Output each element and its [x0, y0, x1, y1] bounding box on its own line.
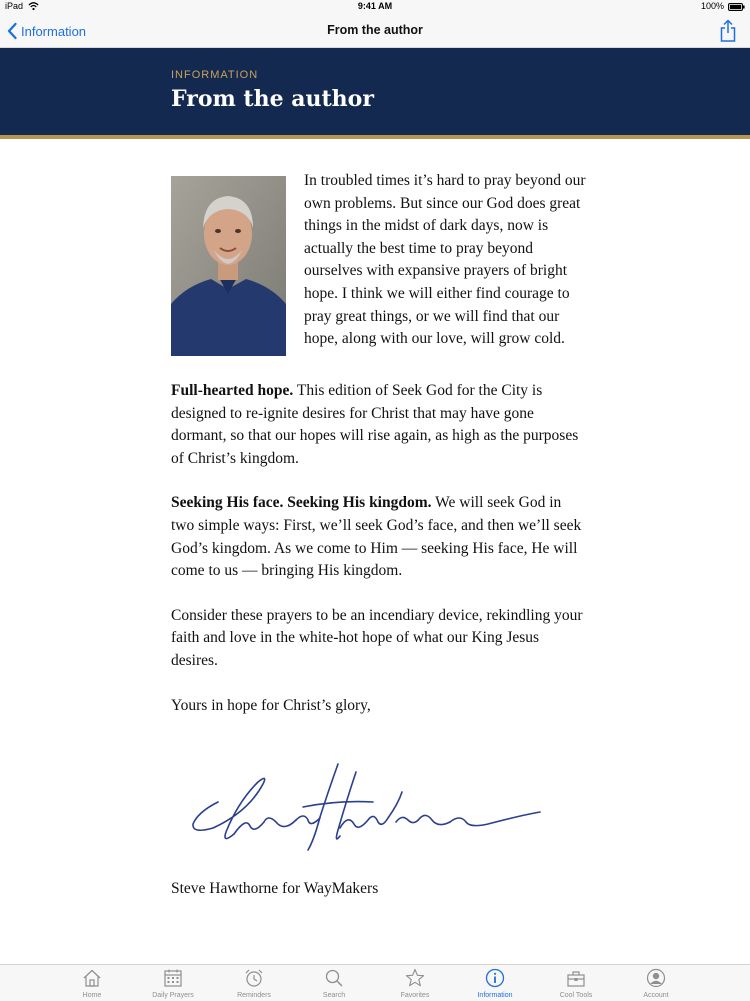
paragraph-seeking-his-face [171, 492, 583, 582]
share-icon[interactable] [718, 19, 738, 43]
closing-line: Yours in hope for Christ’s glory, [171, 696, 371, 714]
tab-information[interactable] [460, 965, 530, 1001]
tab-home[interactable] [57, 965, 127, 1001]
nav-title: From the author [327, 23, 423, 37]
battery-percentage: 100% [700, 1, 724, 11]
author-signature [188, 762, 543, 857]
paragraph-heading: Full-hearted hope. [171, 382, 294, 399]
battery-icon [728, 3, 745, 11]
paragraph-text: We will seek God in two simple ways: First, we’ll seek God’s face, and then we’ll seek God’s kingdom. As we come to Him — seeking His face, He will come to us — bringing His kingdom. [171, 494, 582, 580]
paragraph-incendiary-device: Consider these prayers to be an incendiary device, rekindling your faith and love in the white-hot hope of what our King Jesus desires. [171, 606, 583, 669]
tab-cool-tools[interactable] [541, 965, 611, 1001]
page-title: From the author [171, 86, 374, 112]
star-icon [404, 967, 426, 989]
tab-label: Home [82, 992, 102, 999]
info-icon [484, 967, 506, 989]
tab-label: Account [643, 992, 669, 999]
status-time: 9:41 AM [357, 1, 393, 11]
tab-label: Search [322, 992, 346, 999]
back-button-label: Information [21, 23, 87, 39]
tab-reminders[interactable] [219, 965, 289, 1001]
intro-section [171, 170, 586, 380]
tab-daily-prayers[interactable] [138, 965, 208, 1001]
author-signoff: Steve Hawthorne for WayMakers [171, 880, 379, 897]
status-bar [0, 0, 750, 14]
calendar-icon [162, 967, 184, 989]
tab-favorites[interactable] [380, 965, 450, 1001]
device-name: iPad [5, 1, 24, 11]
section-eyebrow: INFORMATION [171, 69, 259, 81]
account-icon [645, 967, 667, 989]
back-button[interactable] [6, 21, 86, 41]
paragraph-full-hearted-hope [171, 380, 583, 470]
tab-label: Information [477, 992, 513, 999]
paragraph-heading: Seeking His face. Seeking His kingdom. [171, 494, 432, 512]
chevron-left-icon [6, 22, 18, 40]
search-icon [323, 967, 345, 989]
page-header-banner [0, 48, 750, 139]
article-content [171, 170, 586, 717]
paragraph-text: This edition of Seek God for the City is designed to re-ignite desires for Christ that may have gone dormant, so that our hopes will rise again, as high as the purposes of Christ’s kingdom. [171, 382, 579, 467]
tab-label: Reminders [237, 992, 271, 999]
tab-account[interactable] [621, 965, 691, 1001]
author-photo [171, 176, 286, 356]
alarm-clock-icon [243, 967, 265, 989]
tab-label: Favorites [400, 992, 430, 999]
tab-label: Cool Tools [559, 992, 593, 999]
navigation-bar [0, 14, 750, 48]
tab-search[interactable] [299, 965, 369, 1001]
home-icon [81, 967, 103, 989]
tab-label: Daily Prayers [152, 992, 194, 999]
toolbox-icon [565, 967, 587, 989]
intro-paragraph: In troubled times it’s hard to pray beyond our own problems. But since our God does great things in the midst of dark days, now is actually the best time to pray beyond ourselves with expansive prayers of bright hope. I think we will either find courage to pray great things, or we will find that our hope, along with our love, will grow cold. [304, 172, 586, 348]
tab-bar [0, 964, 750, 1001]
